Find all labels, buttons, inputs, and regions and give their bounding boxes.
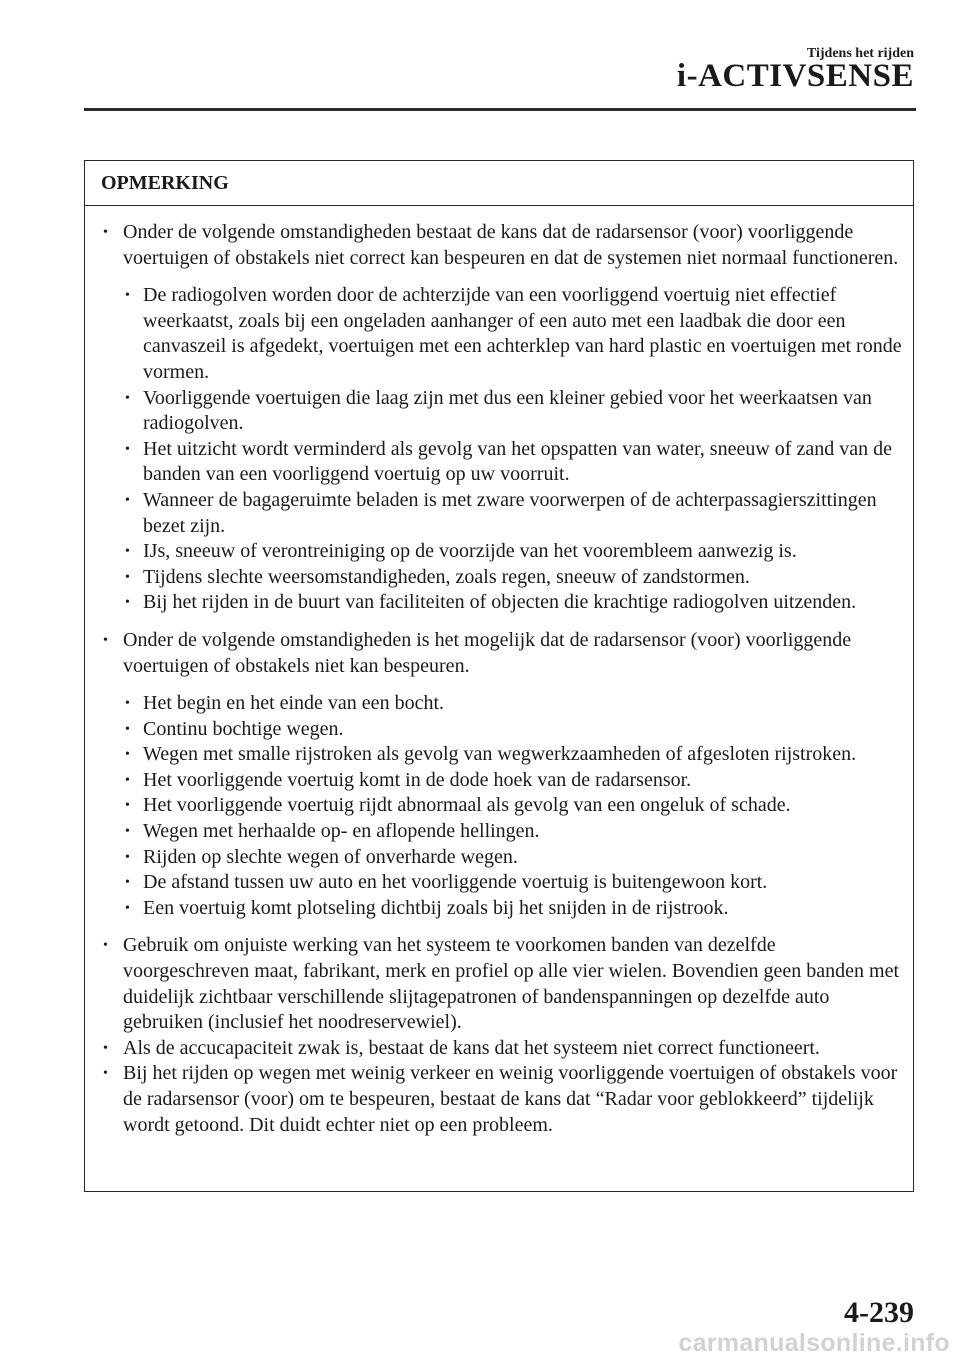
note-subitem: • De afstand tussen uw auto en het voorliggende voertuig is buitengewoon kort. <box>121 870 903 896</box>
running-header-section: Tijdens het rijden <box>806 46 914 61</box>
note-item <box>85 1036 903 1062</box>
note-item-text: Onder de volgende omstandigheden is het mogelijk dat de radarsensor (voor) voorliggende voertuigen of obstakels niet kan bespeuren. <box>123 628 852 677</box>
note-subitem: • Het voorliggende voertuig rijdt abnormaal als gevolg van een ongeluk of schade. <box>121 793 903 819</box>
note-title: OPMERKING <box>85 161 913 206</box>
note-subitem: • Voorliggende voertuigen die laag zijn met dus een kleiner gebied voor het weerkaatsen van radiogolven. <box>121 386 903 437</box>
note-item-text: Gebruik om onjuiste werking van het systeem te voorkomen banden van dezelfde voorgeschreven maat, fabrikant, merk en profiel op alle vier wielen. Bovendien geen banden met duidelijk zichtbaar verschillende slijtagepatronen of bandenspanningen op dezelfde auto gebruiken (inclusief het noodreservewiel). <box>123 934 900 1034</box>
note-item-text: Onder de volgende omstandigheden bestaat de kans dat de radarsensor (voor) voorliggende voertuigen of obstakels niet correct kan bespeuren en dat de systemen niet normaal functioneren. <box>123 221 899 269</box>
note-item <box>85 933 903 1035</box>
note-subitem: • Bij het rijden in de buurt van faciliteiten of objecten die krachtige radiogolven uitzenden. <box>121 590 903 616</box>
note-subitem: • Het voorliggende voertuig komt in de dode hoek van de radarsensor. <box>121 768 903 794</box>
watermark: carmanualsonline.info <box>678 1329 950 1357</box>
note-subitem: • Het uitzicht wordt verminderd als gevolg van het opspatten van water, sneeuw of zand van de banden van een voorliggend voertuig op uw voorruit. <box>121 437 903 488</box>
note-subitem: • IJs, sneeuw of verontreiniging op de voorzijde van het voorembleem aanwezig is. <box>121 539 903 565</box>
note-item-text: Bij het rijden op wegen met weinig verkeer en weinig voorliggende voertuigen of obstakels voor de radarsensor (voor) om te bespeuren, bestaat de kans dat “Radar voor geblokkeerd” tijdelijk wordt getoond. Dit duidt echter niet op een probleem. <box>123 1062 898 1136</box>
note-body <box>85 206 913 1138</box>
note-item <box>85 1061 903 1138</box>
header-rule <box>84 108 916 111</box>
note-list <box>85 220 903 1138</box>
running-header-chapter: i-ACTIVSENSE <box>676 58 914 94</box>
note-subitem: • De radiogolven worden door de achterzijde van een voorliggend voertuig niet effectief weerkaatst, zoals bij een ongeladen aanhanger of een auto met een laadbak die door een canvaszeil is afgedekt, voertuigen met een achterklep van hard plastic en voertuigen met ronde vormen. <box>121 283 903 385</box>
note-subitem: • Wegen met herhaalde op- en aflopende hellingen. <box>121 819 903 845</box>
note-subitem: • Rijden op slechte wegen of onverharde wegen. <box>121 845 903 871</box>
note-subitem: • Het begin en het einde van een bocht. <box>121 691 903 717</box>
note-subitem: • Continu bochtige wegen. <box>121 717 903 743</box>
note-item <box>85 628 903 922</box>
note-box <box>84 160 914 1192</box>
note-subitem: • Wanneer de bagageruimte beladen is met zware voorwerpen of de achterpassagierszittingen bezet zijn. <box>121 488 903 539</box>
note-item-text: Als de accucapaciteit zwak is, bestaat de kans dat het systeem niet correct functioneert. <box>123 1036 820 1059</box>
note-sublist <box>123 691 903 921</box>
note-subitem: • Tijdens slechte weersomstandigheden, zoals regen, sneeuw of zandstormen. <box>121 565 903 591</box>
note-item <box>85 220 903 616</box>
note-subitem: • Wegen met smalle rijstroken als gevolg van wegwerkzaamheden of afgesloten rijstroken. <box>121 742 903 768</box>
page-number: 4-239 <box>844 1296 914 1329</box>
note-subitem: • Een voertuig komt plotseling dichtbij zoals bij het snijden in de rijstrook. <box>121 896 903 922</box>
note-sublist <box>123 283 903 616</box>
